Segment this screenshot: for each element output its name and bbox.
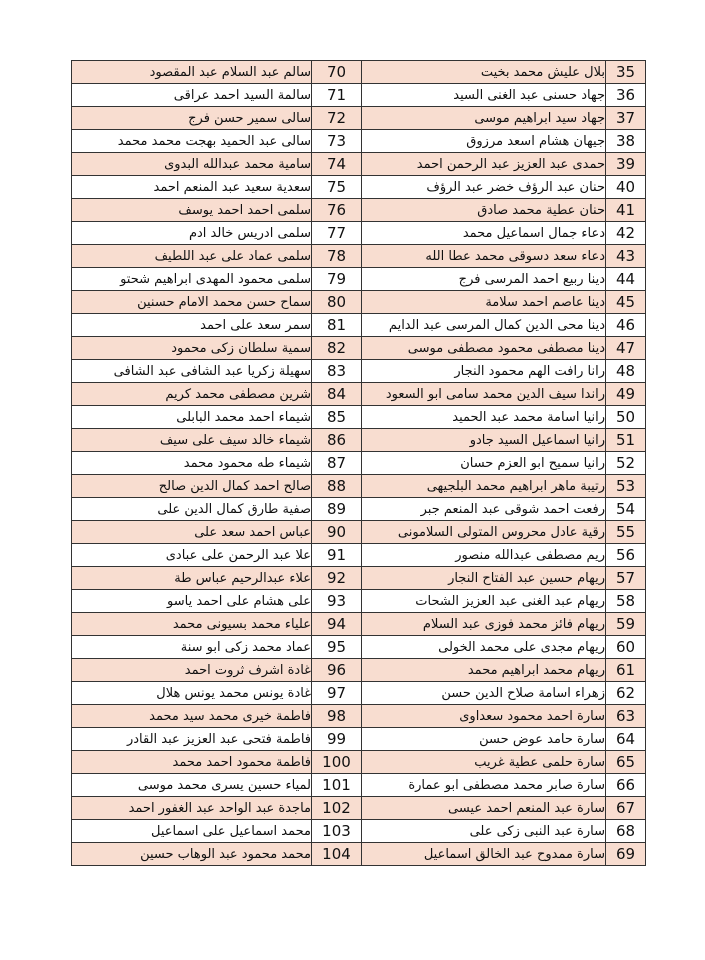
- right-number-cell: 52: [606, 452, 646, 475]
- left-name-cell: علياء محمد بسيونى محمد: [72, 613, 312, 636]
- table-row: [72, 337, 646, 360]
- right-name-cell: سارة عبد المنعم احمد عيسى: [362, 797, 606, 820]
- left-name-cell: عماد محمد زكى ابو سنة: [72, 636, 312, 659]
- right-number-cell: 37: [606, 107, 646, 130]
- left-name-cell: على هشام على احمد ياسو: [72, 590, 312, 613]
- right-name-cell: دينا محى الدين كمال المرسى عبد الدايم: [362, 314, 606, 337]
- right-number-cell: 49: [606, 383, 646, 406]
- right-number-cell: 39: [606, 153, 646, 176]
- right-number-cell: 48: [606, 360, 646, 383]
- right-name-cell: ريهام فائز محمد فوزى عبد السلام: [362, 613, 606, 636]
- right-number-cell: 55: [606, 521, 646, 544]
- left-number-cell: 100: [312, 751, 362, 774]
- right-name-cell: ريهام عبد الغنى عبد العزيز الشحات: [362, 590, 606, 613]
- table-row: [72, 636, 646, 659]
- left-name-cell: صفية طارق كمال الدين على: [72, 498, 312, 521]
- right-number-cell: 41: [606, 199, 646, 222]
- table-row: [72, 475, 646, 498]
- table-row: [72, 820, 646, 843]
- left-number-cell: 96: [312, 659, 362, 682]
- left-number-cell: 73: [312, 130, 362, 153]
- right-number-cell: 64: [606, 728, 646, 751]
- right-name-cell: بلال عليش محمد بخيت: [362, 61, 606, 84]
- left-number-cell: 75: [312, 176, 362, 199]
- left-name-cell: سماح حسن محمد الامام حسنين: [72, 291, 312, 314]
- right-number-cell: 56: [606, 544, 646, 567]
- right-number-cell: 67: [606, 797, 646, 820]
- table-row: [72, 705, 646, 728]
- right-name-cell: سارة صابر محمد مصطفى ابو عمارة: [362, 774, 606, 797]
- table-row: [72, 245, 646, 268]
- left-number-cell: 82: [312, 337, 362, 360]
- table-row: [72, 199, 646, 222]
- left-name-cell: شيماء خالد سيف على سيف: [72, 429, 312, 452]
- right-number-cell: 62: [606, 682, 646, 705]
- left-number-cell: 84: [312, 383, 362, 406]
- names-table: [71, 60, 646, 866]
- right-number-cell: 60: [606, 636, 646, 659]
- right-number-cell: 46: [606, 314, 646, 337]
- left-number-cell: 92: [312, 567, 362, 590]
- left-name-cell: ماجدة عبد الواحد عبد الغفور احمد: [72, 797, 312, 820]
- left-number-cell: 98: [312, 705, 362, 728]
- table-row: [72, 590, 646, 613]
- right-name-cell: ريهام محمد ابراهيم محمد: [362, 659, 606, 682]
- right-number-cell: 50: [606, 406, 646, 429]
- left-name-cell: صالح احمد كمال الدين صالح: [72, 475, 312, 498]
- left-number-cell: 89: [312, 498, 362, 521]
- left-number-cell: 86: [312, 429, 362, 452]
- left-number-cell: 83: [312, 360, 362, 383]
- right-number-cell: 65: [606, 751, 646, 774]
- left-number-cell: 97: [312, 682, 362, 705]
- right-number-cell: 47: [606, 337, 646, 360]
- table-row: [72, 751, 646, 774]
- left-number-cell: 93: [312, 590, 362, 613]
- right-name-cell: دينا مصطفى محمود مصطفى موسى: [362, 337, 606, 360]
- right-number-cell: 42: [606, 222, 646, 245]
- right-number-cell: 61: [606, 659, 646, 682]
- left-number-cell: 103: [312, 820, 362, 843]
- left-name-cell: فاطمة خيرى محمد سيد محمد: [72, 705, 312, 728]
- table-row: [72, 222, 646, 245]
- left-name-cell: محمد محمود عبد الوهاب حسين: [72, 843, 312, 866]
- right-name-cell: رانيا اسامة محمد عبد الحميد: [362, 406, 606, 429]
- left-number-cell: 79: [312, 268, 362, 291]
- right-name-cell: سارة احمد محمود سعداوى: [362, 705, 606, 728]
- right-number-cell: 45: [606, 291, 646, 314]
- right-name-cell: رقية عادل محروس المتولى السلامونى: [362, 521, 606, 544]
- table-row: [72, 613, 646, 636]
- left-name-cell: محمد اسماعيل على اسماعيل: [72, 820, 312, 843]
- right-number-cell: 66: [606, 774, 646, 797]
- left-name-cell: سعدية سعيد عبد المنعم احمد: [72, 176, 312, 199]
- right-number-cell: 36: [606, 84, 646, 107]
- left-number-cell: 99: [312, 728, 362, 751]
- left-name-cell: سالمة السيد احمد عراقى: [72, 84, 312, 107]
- left-name-cell: علا عبد الرحمن على عبادى: [72, 544, 312, 567]
- left-number-cell: 76: [312, 199, 362, 222]
- table-row: [72, 107, 646, 130]
- left-name-cell: شرين مصطفى محمد كريم: [72, 383, 312, 406]
- right-name-cell: رتيبة ماهر ابراهيم محمد البلجيهى: [362, 475, 606, 498]
- right-number-cell: 68: [606, 820, 646, 843]
- left-name-cell: سالم عبد السلام عبد المقصود: [72, 61, 312, 84]
- right-name-cell: رانيا اسماعيل السيد جادو: [362, 429, 606, 452]
- left-name-cell: لمياء حسين يسرى محمد موسى: [72, 774, 312, 797]
- right-name-cell: دينا عاصم احمد سلامة: [362, 291, 606, 314]
- right-number-cell: 59: [606, 613, 646, 636]
- left-name-cell: فاطمة محمود احمد محمد: [72, 751, 312, 774]
- table-row: [72, 61, 646, 84]
- table-row: [72, 797, 646, 820]
- table-row: [72, 268, 646, 291]
- table-row: [72, 521, 646, 544]
- right-name-cell: ريهام حسين عبد الفتاح النجار: [362, 567, 606, 590]
- right-number-cell: 43: [606, 245, 646, 268]
- right-name-cell: رانا رافت الهم محمود النجار: [362, 360, 606, 383]
- left-number-cell: 85: [312, 406, 362, 429]
- left-name-cell: شيماء طه محمود محمد: [72, 452, 312, 475]
- left-name-cell: سمر سعد على احمد: [72, 314, 312, 337]
- table-row: [72, 429, 646, 452]
- right-name-cell: زهراء اسامة صلاح الدين حسن: [362, 682, 606, 705]
- left-number-cell: 81: [312, 314, 362, 337]
- table-row: [72, 452, 646, 475]
- left-number-cell: 80: [312, 291, 362, 314]
- right-number-cell: 54: [606, 498, 646, 521]
- left-number-cell: 74: [312, 153, 362, 176]
- right-name-cell: حمدى عبد العزيز عبد الرحمن احمد: [362, 153, 606, 176]
- right-number-cell: 58: [606, 590, 646, 613]
- left-name-cell: سلمى احمد احمد يوسف: [72, 199, 312, 222]
- left-name-cell: فاطمة فتحى عبد العزيز عبد القادر: [72, 728, 312, 751]
- right-name-cell: دعاء سعد دسوقى محمد عطا الله: [362, 245, 606, 268]
- left-number-cell: 71: [312, 84, 362, 107]
- right-name-cell: حنان عطية محمد صادق: [362, 199, 606, 222]
- right-number-cell: 63: [606, 705, 646, 728]
- right-name-cell: حنان عبد الرؤف خضر عبد الرؤف: [362, 176, 606, 199]
- right-name-cell: جهاد سيد ابراهيم موسى: [362, 107, 606, 130]
- left-name-cell: سلمى محمود المهدى ابراهيم شحتو: [72, 268, 312, 291]
- right-name-cell: سارة ممدوح عبد الخالق اسماعيل: [362, 843, 606, 866]
- table-row: [72, 291, 646, 314]
- right-number-cell: 69: [606, 843, 646, 866]
- right-name-cell: رانيا سميح ابو العزم حسان: [362, 452, 606, 475]
- table-row: [72, 383, 646, 406]
- table-row: [72, 843, 646, 866]
- left-name-cell: سامية محمد عبدالله البدوى: [72, 153, 312, 176]
- right-name-cell: جهاد حسنى عبد الغنى السيد: [362, 84, 606, 107]
- table-row: [72, 176, 646, 199]
- table-row: [72, 406, 646, 429]
- right-name-cell: جيهان هشام اسعد مرزوق: [362, 130, 606, 153]
- right-number-cell: 44: [606, 268, 646, 291]
- left-number-cell: 104: [312, 843, 362, 866]
- left-name-cell: سمية سلطان زكى محمود: [72, 337, 312, 360]
- table-row: [72, 728, 646, 751]
- left-number-cell: 101: [312, 774, 362, 797]
- left-number-cell: 91: [312, 544, 362, 567]
- right-name-cell: سارة حلمى عطية غريب: [362, 751, 606, 774]
- right-name-cell: سارة حامد عوض حسن: [362, 728, 606, 751]
- left-name-cell: سالى عبد الحميد بهجت محمد محمد: [72, 130, 312, 153]
- left-name-cell: سلمى عماد على عبد اللطيف: [72, 245, 312, 268]
- left-number-cell: 77: [312, 222, 362, 245]
- table-row: [72, 153, 646, 176]
- left-name-cell: سالى سمير حسن فرج: [72, 107, 312, 130]
- left-name-cell: سهيلة زكريا عبد الشافى عبد الشافى: [72, 360, 312, 383]
- table-row: [72, 498, 646, 521]
- left-name-cell: غادة اشرف ثروت احمد: [72, 659, 312, 682]
- right-name-cell: دعاء جمال اسماعيل محمد: [362, 222, 606, 245]
- table-row: [72, 130, 646, 153]
- left-number-cell: 72: [312, 107, 362, 130]
- right-name-cell: رفعت احمد شوقى عبد المنعم جبر: [362, 498, 606, 521]
- table-row: [72, 360, 646, 383]
- right-name-cell: ريهام مجدى على محمد الخولى: [362, 636, 606, 659]
- left-number-cell: 88: [312, 475, 362, 498]
- table-row: [72, 314, 646, 337]
- left-number-cell: 78: [312, 245, 362, 268]
- left-number-cell: 90: [312, 521, 362, 544]
- right-number-cell: 57: [606, 567, 646, 590]
- right-name-cell: راندا سيف الدين محمد سامى ابو السعود: [362, 383, 606, 406]
- right-number-cell: 38: [606, 130, 646, 153]
- right-number-cell: 53: [606, 475, 646, 498]
- left-number-cell: 102: [312, 797, 362, 820]
- table-row: [72, 659, 646, 682]
- left-number-cell: 94: [312, 613, 362, 636]
- right-number-cell: 35: [606, 61, 646, 84]
- left-number-cell: 95: [312, 636, 362, 659]
- table-row: [72, 84, 646, 107]
- right-name-cell: دينا ربيع احمد المرسى فرج: [362, 268, 606, 291]
- table-row: [72, 682, 646, 705]
- names-sheet: [71, 60, 645, 866]
- left-name-cell: غادة يونس محمد يونس هلال: [72, 682, 312, 705]
- right-number-cell: 51: [606, 429, 646, 452]
- left-name-cell: شيماء احمد محمد البابلى: [72, 406, 312, 429]
- table-row: [72, 774, 646, 797]
- left-name-cell: سلمى ادريس خالد ادم: [72, 222, 312, 245]
- table-row: [72, 567, 646, 590]
- right-number-cell: 40: [606, 176, 646, 199]
- left-name-cell: عباس احمد سعد على: [72, 521, 312, 544]
- table-row: [72, 544, 646, 567]
- left-number-cell: 70: [312, 61, 362, 84]
- right-name-cell: سارة عبد النبى زكى على: [362, 820, 606, 843]
- left-number-cell: 87: [312, 452, 362, 475]
- right-name-cell: ريم مصطفى عبدالله منصور: [362, 544, 606, 567]
- left-name-cell: علاء عبدالرحيم عباس طة: [72, 567, 312, 590]
